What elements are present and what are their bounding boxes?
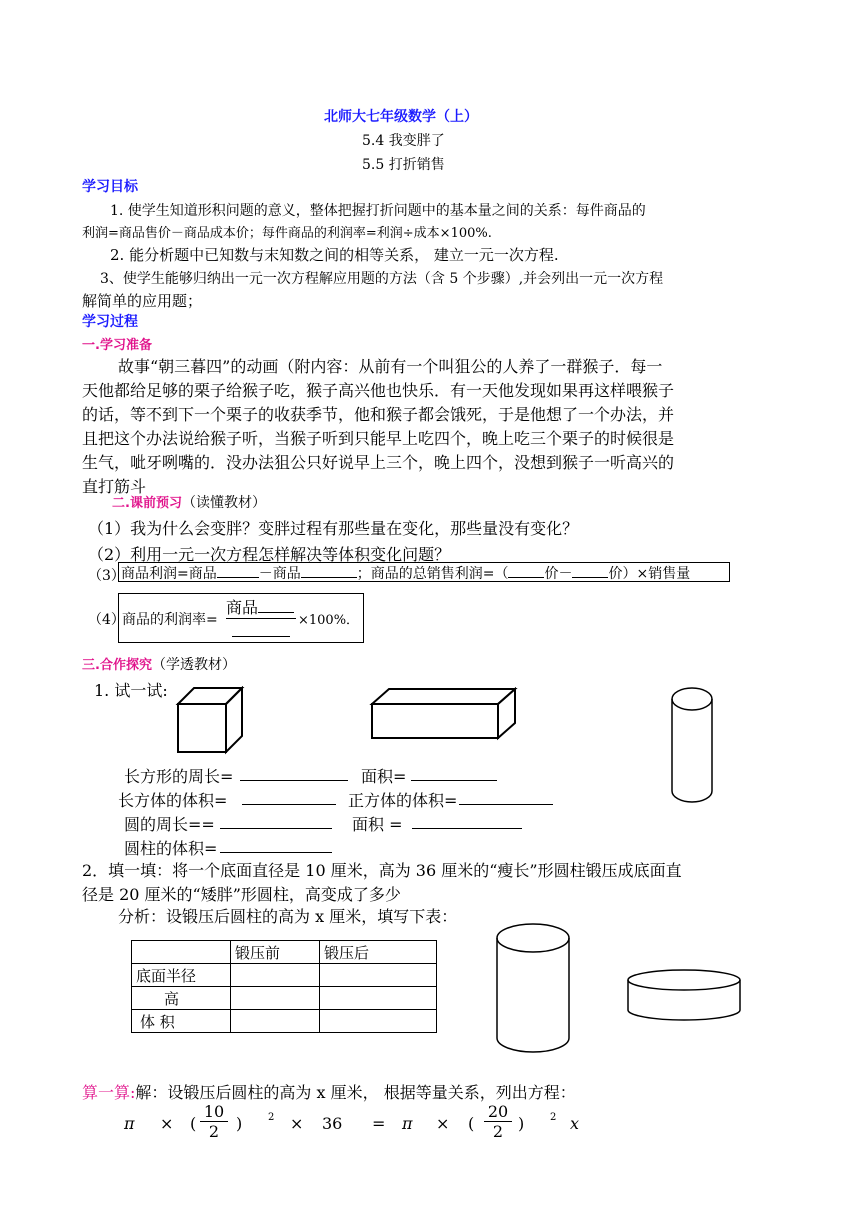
- eq-sq-2: 2: [550, 1112, 557, 1123]
- story-line-4: 且把这个办法说给猴子听，当猴子听到只能早上吃四个，晚上吃三个栗子的时候很是: [82, 429, 675, 448]
- cuboid-figure: [369, 687, 519, 741]
- q4-numerator: 商品: [226, 598, 259, 617]
- goal-1b: 利润=商品售价－商品成本价；每件商品的利润率=利润÷成本×100%.: [82, 226, 492, 241]
- eq-times-3: ×: [436, 1114, 450, 1133]
- cube-volume-label: 正方体的体积=: [348, 791, 458, 810]
- q3-part-e: 价）×销售量: [608, 566, 691, 582]
- calc-row: [82, 1080, 576, 1103]
- doc-title: 北师大七年级数学（上）: [324, 109, 478, 125]
- step-3-row: [82, 654, 236, 674]
- table-row-label: 底面半径: [132, 964, 231, 987]
- q3-part-d: 价－: [544, 566, 573, 582]
- eq-pi-1: π: [124, 1114, 135, 1133]
- table-row-label: 体 积: [132, 1010, 231, 1033]
- table-row: [132, 1010, 437, 1033]
- eq-fraction-1: [200, 1102, 228, 1141]
- table-cell[interactable]: [231, 1010, 320, 1033]
- eq-equals: =: [372, 1114, 386, 1133]
- cube-figure: [174, 686, 246, 758]
- eq-den-1: 2: [208, 1122, 220, 1141]
- circle-area-blank[interactable]: [412, 828, 522, 829]
- q3-blank-1[interactable]: [217, 563, 259, 578]
- eq-den-2: 2: [492, 1122, 504, 1141]
- eq-sq-1: 2: [268, 1112, 275, 1123]
- rect-perimeter-label: 长方形的周长=: [124, 767, 234, 786]
- eq-rparen-1: ): [236, 1114, 243, 1133]
- q3-part-b: －商品: [258, 566, 301, 582]
- table-row: [132, 987, 437, 1010]
- eq-num-2: 20: [484, 1102, 512, 1122]
- eq-fraction-2: [484, 1102, 512, 1141]
- goals-heading: 学习目标: [82, 179, 138, 195]
- eq-times-2: ×: [290, 1114, 304, 1133]
- q3-blank-4[interactable]: [572, 563, 608, 578]
- table-col-before: 锻压前: [231, 941, 320, 964]
- step-2-heading: 二.课前预习: [112, 496, 182, 511]
- step-3-heading: 三.合作探究: [82, 658, 152, 673]
- rect-area-blank[interactable]: [411, 780, 497, 781]
- q3-part-a: 商品利润=商品: [121, 566, 217, 582]
- eq-num-1: 10: [200, 1102, 228, 1122]
- story-line-5: 生气，呲牙咧嘴的．没办法狙公只好说早上三个，晚上四个，没想到猴子一听高兴的: [82, 453, 675, 472]
- story-line-3: 的话，等不到下一个栗子的收获季节，他和猴子都会饿死，于是他想了一个办法，并: [82, 405, 675, 424]
- thin-cylinder-figure: [493, 920, 573, 1056]
- circle-perimeter-blank[interactable]: [220, 828, 332, 829]
- question-4-number: （4）: [88, 612, 125, 628]
- q4-blank-bottom[interactable]: [232, 636, 290, 637]
- flat-cylinder-figure: [624, 966, 744, 1028]
- q3-blank-2[interactable]: [301, 563, 357, 578]
- table-cell[interactable]: [320, 987, 437, 1010]
- eq-rparen-2: ): [518, 1114, 525, 1133]
- story-line-1: 故事“朝三暮四”的动画（附内容：从前有一个叫狙公的人养了一群猴子．每一: [118, 357, 663, 376]
- goal-3b: 解简单的应用题；: [82, 292, 203, 310]
- section-5-5: 5.5 打折销售: [362, 157, 445, 173]
- rect-perimeter-blank[interactable]: [240, 780, 348, 781]
- cuboid-volume-label: 长方体的体积=: [118, 791, 228, 810]
- fill-line-2: 径是 20 厘米的“矮胖”形圆柱，高变成了多少: [82, 885, 401, 904]
- try-label: 1. 试一试:: [94, 681, 168, 700]
- cuboid-volume-blank[interactable]: [242, 804, 336, 805]
- rect-area-label: 面积=: [361, 767, 407, 786]
- q4-blank-top[interactable]: [258, 612, 294, 613]
- table-row-label: 高: [132, 987, 231, 1010]
- step-2-note: （读懂教材）: [181, 495, 266, 511]
- question-3-box: [118, 562, 730, 582]
- question-3-number: （3）: [88, 568, 125, 584]
- table-col-after: 锻压后: [320, 941, 437, 964]
- step-2-row: [112, 492, 266, 512]
- table-cell[interactable]: [231, 964, 320, 987]
- circle-perimeter-label: 圆的周长==: [124, 815, 215, 834]
- goal-3a: 3、使学生能够归纳出一元一次方程解应用题的方法（含 5 个步骤）,并会列出一元一次方程: [100, 271, 664, 287]
- goal-1a: 1. 使学生知道形积问题的意义，整体把握打折问题中的基本量之间的关系：每件商品的: [110, 203, 646, 219]
- table-cell[interactable]: [231, 987, 320, 1010]
- cube-volume-blank[interactable]: [459, 804, 553, 805]
- story-line-6: 直打筋斗: [82, 477, 147, 496]
- story-line-2: 天他都给足够的栗子给猴子吃，猴子高兴他也快乐．有一天他发现如果再这样喂猴子: [82, 381, 675, 400]
- eq-lparen-2: (: [468, 1114, 475, 1133]
- circle-area-label: 面积 =: [352, 815, 403, 834]
- table-cell[interactable]: [320, 1010, 437, 1033]
- calc-label: 算一算:: [82, 1083, 136, 1102]
- question-2: （2）利用一元一次方程怎样解决等体积变化问题？: [88, 545, 451, 564]
- goal-2: 2. 能分析题中已知数与末知数之间的相等关系， 建立一元一次方程.: [110, 246, 559, 264]
- eq-pi-2: π: [402, 1114, 413, 1133]
- eq-lparen-1: (: [190, 1114, 197, 1133]
- table-header-row: [132, 941, 437, 964]
- calc-text: 解：设锻压后圆柱的高为 x 厘米， 根据等量关系，列出方程：: [135, 1083, 576, 1102]
- eq-x: x: [570, 1114, 580, 1133]
- step-1-heading: 一.学习准备: [82, 338, 152, 353]
- process-heading: 学习过程: [82, 314, 138, 330]
- cylinder-figure: [668, 685, 716, 805]
- eq-times-1: ×: [160, 1114, 174, 1133]
- q4-part-b: ×100%．: [298, 613, 360, 628]
- q4-part-a: 商品的利润率=: [122, 612, 218, 628]
- step-3-note: （学透教材）: [151, 657, 236, 673]
- q4-fraction-bar: [226, 618, 296, 619]
- volume-table: [131, 940, 437, 1033]
- eq-36: 36: [322, 1114, 343, 1133]
- section-5-4: 5.4 我变胖了: [362, 133, 445, 149]
- q3-blank-3[interactable]: [508, 563, 544, 578]
- analysis-text: 分析：设锻压后圆柱的高为 x 厘米，填写下表：: [118, 907, 458, 926]
- question-1: （1）我为什么会变胖？变胖过程有那些量在变化，那些量没有变化？: [88, 519, 579, 538]
- q3-part-c: ；商品的总销售利润=（: [356, 566, 509, 582]
- table-corner: [132, 941, 231, 964]
- cylinder-volume-blank[interactable]: [220, 852, 332, 853]
- table-cell[interactable]: [320, 964, 437, 987]
- cylinder-volume-label: 圆柱的体积=: [124, 839, 218, 858]
- fill-line-1: 2．填一填：将一个底面直径是 10 厘米，高为 36 厘米的“瘦长”形圆柱锻压成底面直: [82, 861, 682, 880]
- table-row: [132, 964, 437, 987]
